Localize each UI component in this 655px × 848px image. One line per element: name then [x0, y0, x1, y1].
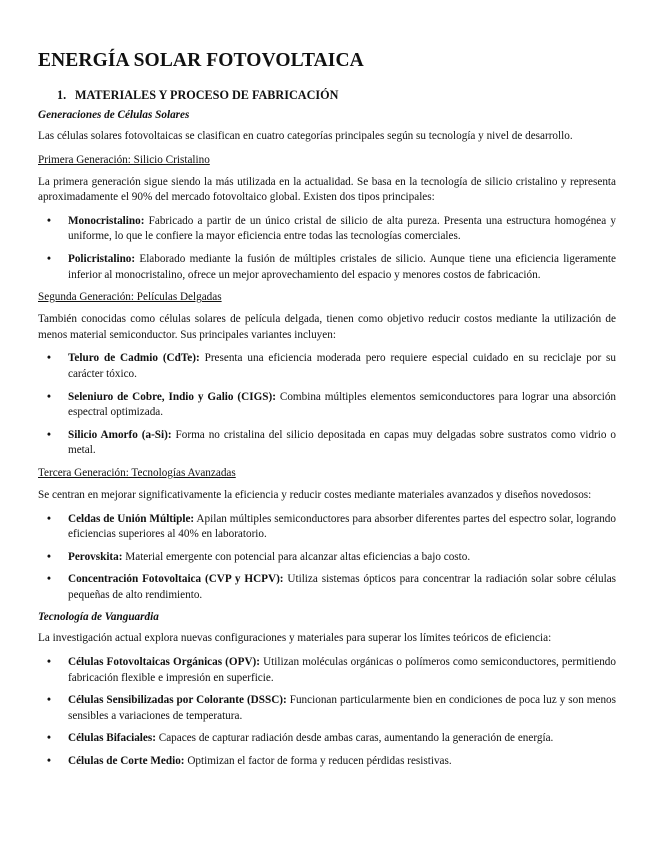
second-gen-heading: Segunda Generación: Películas Delgadas: [38, 291, 222, 304]
list-item: [38, 754, 616, 770]
list-item: [38, 214, 616, 245]
list-item-text: Utiliza sistemas ópticos para concentrar la radiación solar sobre células pequeñas de alto rendimiento.: [68, 573, 617, 601]
list-item-term: Concentración Fotovoltaica (CVP y HCPV):: [68, 573, 284, 586]
document-body: [38, 108, 616, 777]
bullet-icon: •: [47, 512, 51, 525]
bullet-icon: •: [47, 390, 51, 403]
cutting-edge-list: [38, 655, 616, 770]
third-gen-heading: Tercera Generación: Tecnologías Avanzadas: [38, 466, 236, 479]
list-item-text: Presenta una eficiencia moderada pero requiere especial cuidado en su reciclaje por su carácter tóxico.: [68, 352, 616, 380]
section-heading: [57, 88, 338, 103]
list-item: [38, 693, 616, 724]
bullet-icon: •: [47, 550, 51, 563]
cutting-edge-heading: Tecnología de Vanguardia: [38, 611, 159, 624]
second-gen-list: [38, 351, 616, 459]
cutting-edge-intro: La investigación actual explora nuevas configuraciones y materiales para superar los límites teóricos de eficiencia:: [38, 632, 552, 645]
list-item-term: Seleniuro de Cobre, Indio y Galio (CIGS):: [68, 390, 276, 403]
list-item-text: Funcionan particularmente bien en condiciones de poca luz y son menos sensibles a variaciones de temperatura.: [68, 694, 616, 722]
section-title: MATERIALES Y PROCESO DE FABRICACIÓN: [75, 88, 339, 102]
list-item: [38, 512, 616, 543]
list-item: [38, 252, 616, 283]
bullet-icon: •: [47, 732, 51, 745]
list-item-text: Fabricado a partir de un único cristal de silicio de alta pureza. Presenta una estructura homogénea y uniforme, lo que le confiere la mayor eficiencia entre todas las tecnologías comerciales.: [68, 214, 616, 243]
list-item: [38, 655, 616, 686]
first-gen-list: [38, 214, 616, 283]
second-gen-intro: También conocidas como células solares de película delgada, tienen como objetivo reducir costos mediante la utilización de menos material semiconductor. Sus principales variantes incluyen:: [38, 313, 616, 341]
list-item-term: Células de Corte Medio:: [68, 755, 185, 768]
list-item-term: Perovskita:: [68, 550, 123, 563]
list-item-text: Elaborado mediante la fusión de múltiples cristales de silicio. Aunque tiene una eficiencia ligeramente inferior al monocristalino, ofrece un mejor aprovechamiento del espacio y menores costos de fabricación.: [68, 252, 616, 281]
list-item-term: Policristalino:: [68, 252, 136, 265]
bullet-icon: •: [47, 214, 51, 227]
list-item-term: Celdas de Unión Múltiple:: [68, 512, 195, 525]
bullet-icon: •: [47, 656, 51, 669]
first-gen-heading: Primera Generación: Silicio Cristalino: [38, 153, 210, 166]
list-item-text: Utilizan moléculas orgánicas o polímeros como semiconductores, permitiendo fabricación flexible e impresión en superficie.: [68, 656, 616, 684]
list-item-term: Células Sensibilizadas por Colorante (DSSC):: [68, 694, 287, 707]
bullet-icon: •: [47, 252, 51, 265]
bullet-icon: •: [47, 694, 51, 707]
list-item: [38, 390, 616, 421]
bullet-icon: •: [47, 755, 51, 768]
section-number: 1.: [57, 88, 67, 102]
bullet-icon: •: [47, 428, 51, 441]
first-gen-intro: La primera generación sigue siendo la más utilizada en la actualidad. Se basa en la tecnología de silicio cristalino y representa aproximadamente el 90% del mercado fotovoltaico global. Existen dos tipos principales:: [38, 175, 616, 204]
third-gen-intro: Se centran en mejorar significativamente la eficiencia y reducir costes mediante materiales avanzados y diseños novedosos:: [38, 488, 592, 501]
bullet-icon: •: [47, 573, 51, 586]
generations-intro: Las células solares fotovoltaicas se clasifican en cuatro categorías principales según su tecnología y nivel de desarrollo.: [38, 130, 573, 142]
list-item-term: Silicio Amorfo (a-Si):: [68, 428, 172, 441]
list-item: [38, 428, 616, 459]
list-item-text: Apilan múltiples semiconductores para absorber diferentes partes del espectro solar, logrando eficiencias superiores al 40% en laboratorio.: [68, 512, 616, 541]
bullet-icon: •: [47, 352, 51, 365]
list-item-term: Monocristalino:: [68, 214, 145, 227]
document-title: ENERGÍA SOLAR FOTOVOLTAICA: [38, 50, 364, 71]
list-item-text: Forma no cristalina del silicio depositada en capas muy delgadas sobre sustratos como vidrio o metal.: [68, 428, 617, 457]
list-item-text: Combina múltiples elementos semiconductores para lograr una absorción espectral optimizada.: [68, 390, 617, 419]
list-item-text: Optimizan el factor de forma y reducen pérdidas resistivas.: [184, 755, 452, 768]
list-item-text: Material emergente con potencial para alcanzar altas eficiencias a bajo costo.: [122, 550, 471, 563]
list-item: [38, 731, 616, 747]
third-gen-list: [38, 512, 616, 604]
generations-heading: Generaciones de Células Solares: [38, 109, 190, 121]
list-item: [38, 351, 616, 382]
list-item-term: Células Fotovoltaicas Orgánicas (OPV):: [68, 656, 260, 669]
list-item-text: Capaces de capturar radiación desde ambas caras, aumentando la generación de energía.: [155, 732, 554, 745]
list-item: [38, 550, 616, 566]
list-item-term: Teluro de Cadmio (CdTe):: [68, 352, 200, 365]
list-item: [38, 572, 616, 603]
list-item-term: Células Bifaciales:: [68, 732, 156, 745]
